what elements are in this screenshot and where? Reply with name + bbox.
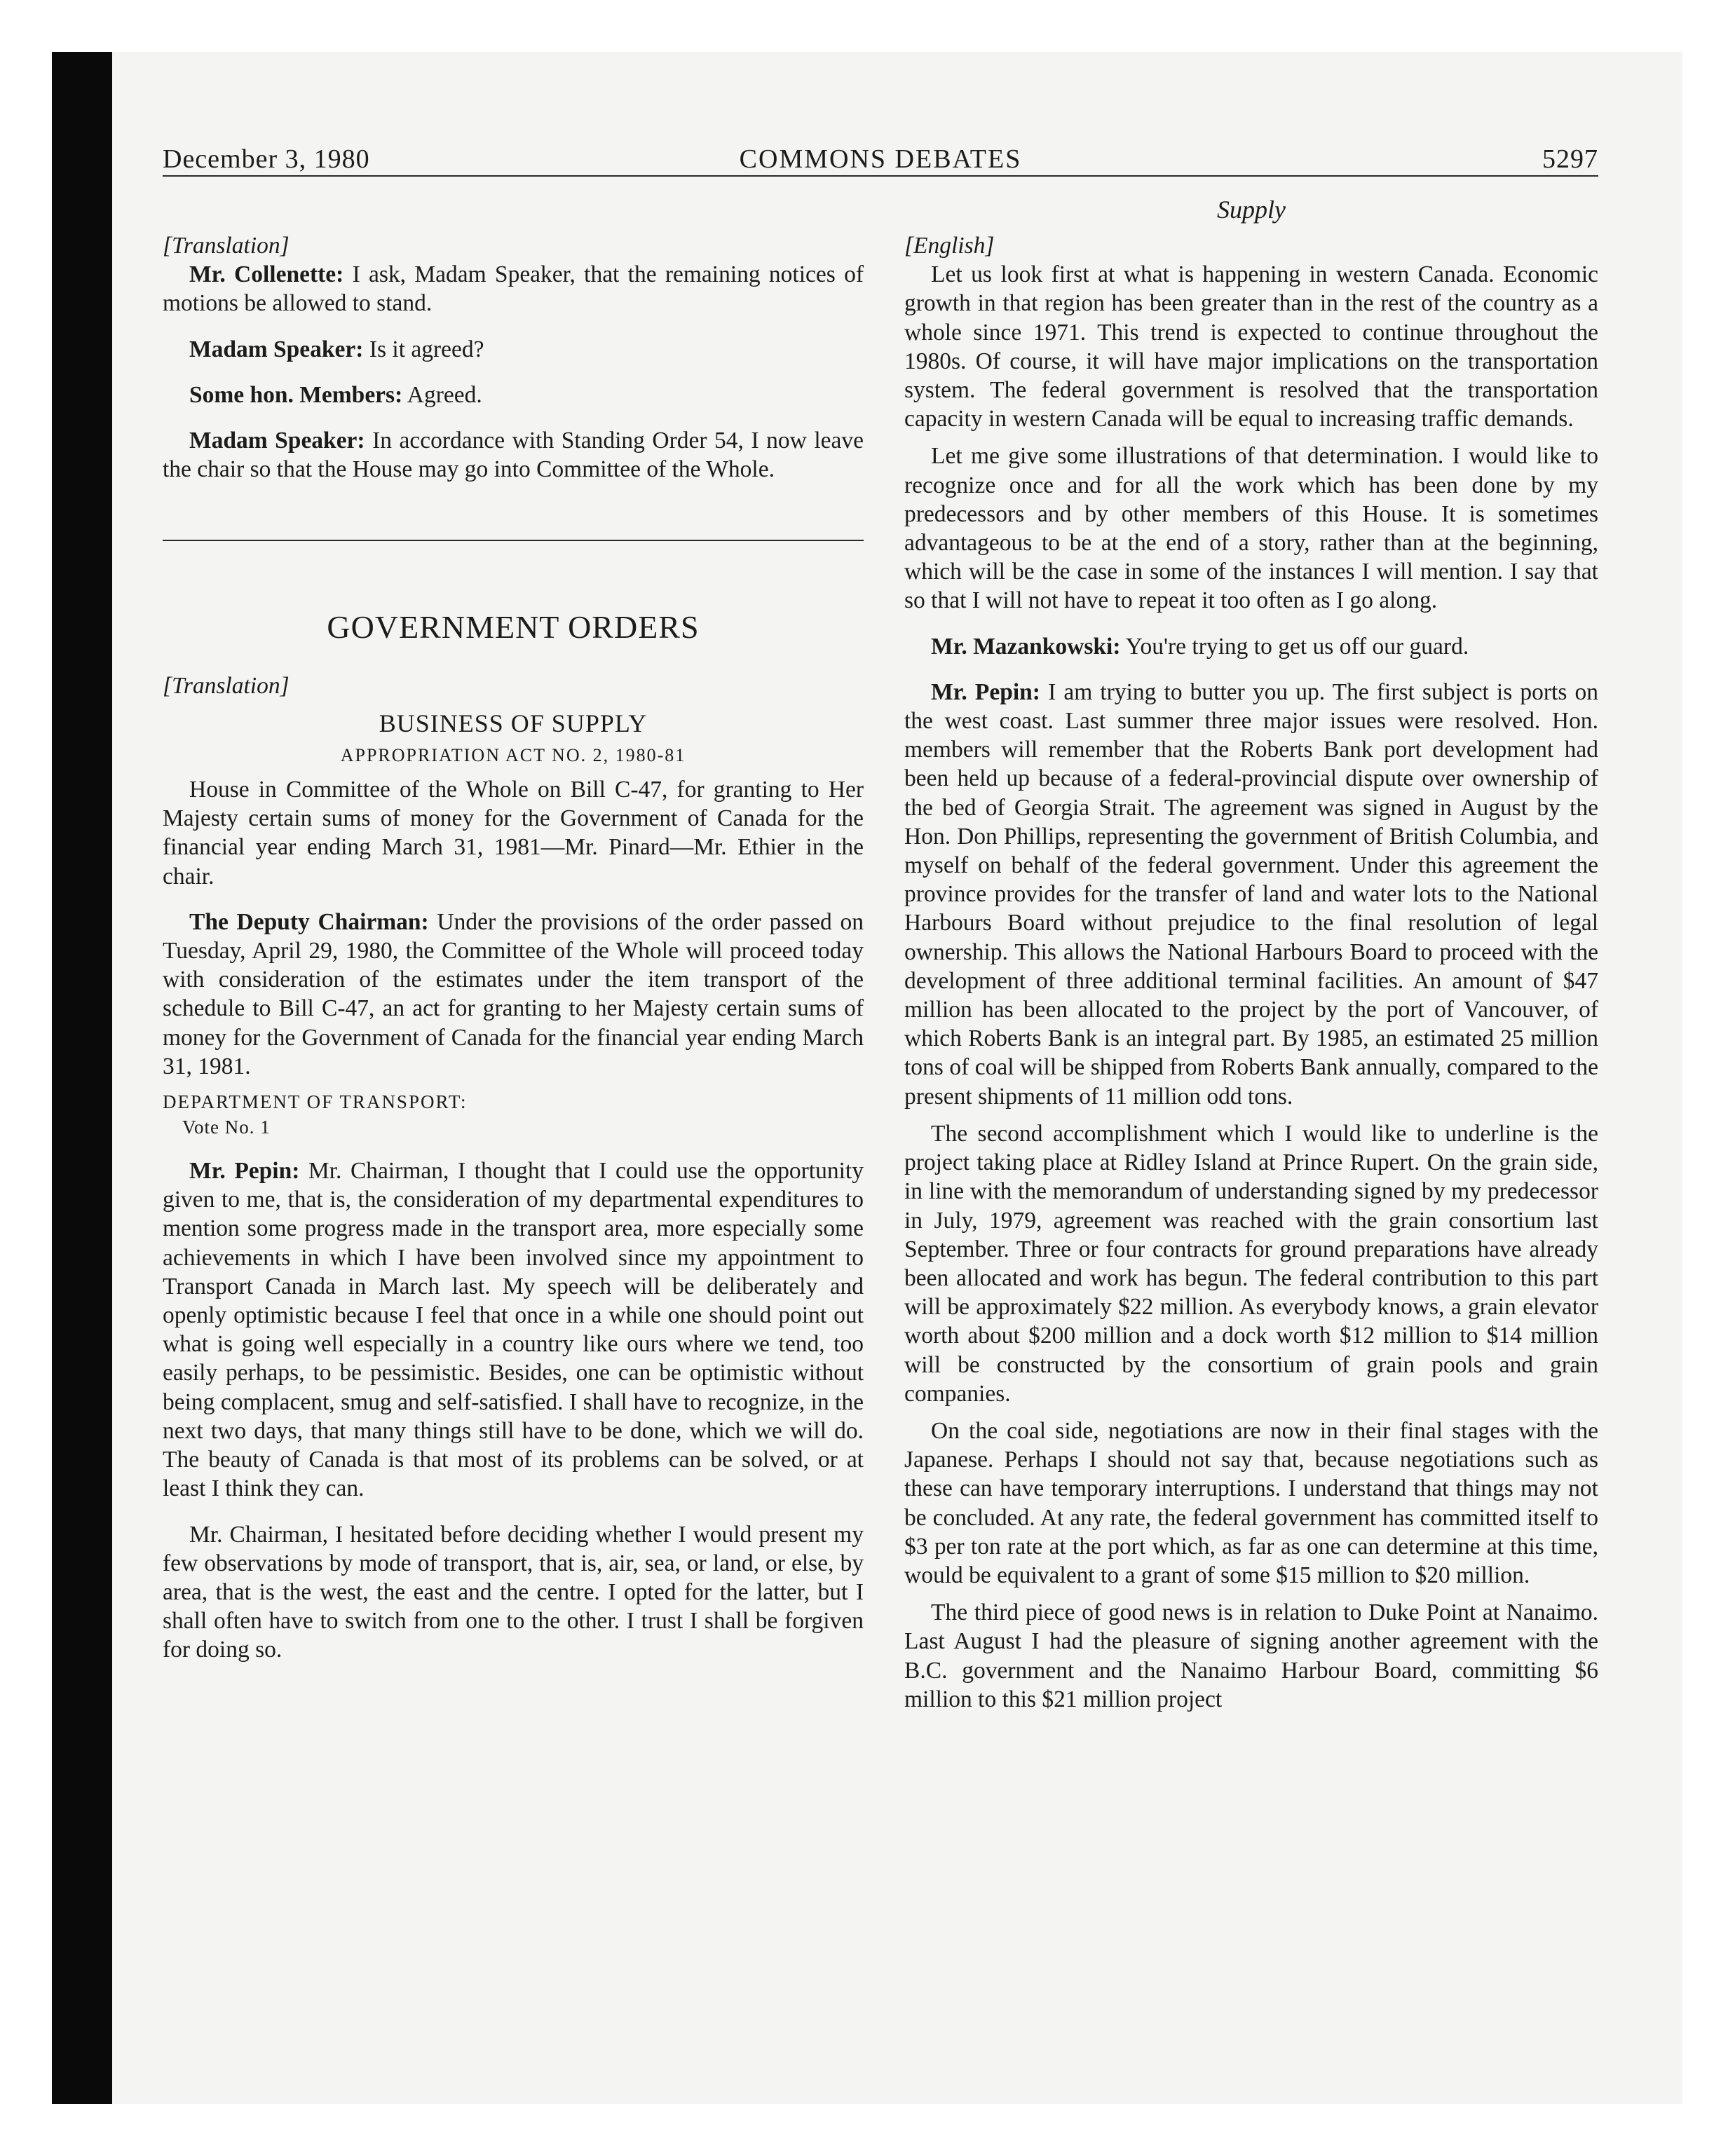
- left-column: [163, 231, 864, 1665]
- paragraph: [163, 908, 864, 1081]
- paragraph: [163, 426, 864, 484]
- speaker-name: Madam Speaker:: [189, 336, 364, 362]
- paragraph: Let me give some illustrations of that determination. I would like to recognize once and for all the work which has been done by my predecessors and by other members of this House. It is sometimes advantageous to be at the end of a story, rather than at the beginning, which will be the case in some of the instances I will mention. I say that so that I will not have to repeat it too often as I go along.: [904, 443, 1598, 614]
- running-head: Supply: [1217, 196, 1286, 224]
- speaker-name: Madam Speaker:: [189, 428, 365, 454]
- vote-label: Vote No. 1: [182, 1117, 271, 1138]
- paragraph: [163, 381, 864, 409]
- speech-text: Under the provisions of the order passed on Tuesday, April 29, 1980, the Committee of the Whole will proceed today with consideration of the estimates under the item transport of the schedule to Bill C-47, an act for granting to her Majesty certain sums of money for the Government of Canada for the financial year ending March 31, 1981.: [163, 908, 864, 1079]
- subheading: BUSINESS OF SUPPLY: [379, 709, 648, 737]
- speaker-name: Some hon. Members:: [189, 381, 403, 408]
- scan-border: [52, 52, 112, 2104]
- paragraph: [163, 260, 864, 318]
- paragraph: Mr. Chairman, I hesitated before deciding whether I would present my few observations by mode of transport, that is, air, sea, or land, or else, by area, that is the west, the east and the centre. I opted for the latter, but I shall often have to switch from one to the other. I trust I shall be forgiven for doing so.: [163, 1521, 864, 1663]
- translation-tag: [Translation]: [163, 233, 290, 259]
- speaker-name: Mr. Pepin:: [189, 1158, 300, 1185]
- speech-text: I am trying to butter you up. The first subject is ports on the west coast. Last summer three major issues were resolved. Hon. members will remember that the Roberts Bank port development had been held up because of a federal-provincial dispute over ownership of the bed of Georgia Strait. The agreement was signed in August by the Hon. Don Phillips, representing the government of British Columbia, and myself on behalf of the federal government. Under this agreement the province provides for the transfer of land and water lots to the National Harbours Board without prejudice to the final resolution of legal ownership. This allows the National Harbours Board to proceed with the development of three additional terminal facilities. An amount of $47 million has been allocated to the project by the port of Vancouver, of which Roberts Bank is an integral part. By 1985, an estimated 25 million tons of coal will be shipped from Roberts Bank annually, compared to the present shipments of 11 million odd tons.: [904, 678, 1598, 1110]
- header-date: December 3, 1980: [163, 144, 370, 174]
- speech-text: In accordance with Standing Order 54, I now leave the chair so that the House may go into Committee of the Whole.: [163, 428, 864, 483]
- speaker-name: Mr. Collenette:: [189, 261, 344, 288]
- sub-subheading: APPROPRIATION ACT NO. 2, 1980-81: [340, 744, 686, 765]
- paragraph: [904, 678, 1598, 1111]
- speech-text: Mr. Chairman, I thought that I could use the opportunity given to me, that is, the consideration of my departmental expenditures to mention some progress made in the transport area, more especially some achievements in which I have been involved since my appointment to Transport Canada in March last. My speech will be deliberately and openly optimistic because I feel that once in a while one should point out what is going well especially in a country like ours where we tend, too easily perhaps, to be pessimistic. Besides, one can be optimistic without being complacent, smug and self-satisfied. I shall have to recognize, in the next two days, that many things still have to be done, which we will do. The beauty of Canada is that most of its problems can be solved, or at least I think they can.: [163, 1158, 864, 1502]
- translation-tag: [Translation]: [163, 673, 290, 700]
- speaker-name: The Deputy Chairman:: [189, 908, 429, 935]
- language-tag: [English]: [904, 233, 995, 259]
- speech-text: You're trying to get us off our guard.: [1120, 633, 1469, 660]
- paragraph: The third piece of good news is in relation to Duke Point at Nanaimo. Last August I had the pleasure of signing another agreement with the B.C. government and the Nanaimo Harbour Board, committing $6 million to this $21 million project: [904, 1599, 1598, 1712]
- speech-text: I ask, Madam Speaker, that the remaining notices of motions be allowed to stand.: [163, 261, 864, 317]
- page-header: [163, 144, 1598, 179]
- section-title: GOVERNMENT ORDERS: [327, 609, 700, 646]
- paragraph: The second accomplishment which I would like to underline is the project taking place at Ridley Island at Prince Rupert. On the grain side, in line with the memorandum of understanding signed by my predecessor in July, 1979, agreement was reached with the grain consortium last September. Three or four contracts for ground preparations have already been allocated and work has begun. The federal contribution to this part will be approximately $22 million. As everybody knows, a grain elevator worth about $200 million and a dock worth $12 million to $14 million will be constructed by the consortium of grain pools and grain companies.: [904, 1120, 1598, 1407]
- paragraph: Let us look first at what is happening in western Canada. Economic growth in that region has been greater than in the rest of the country as a whole since 1971. This trend is expected to continue throughout the 1980s. Of course, it will have major implications on the transportation system. The federal government is resolved that the transportation capacity in western Canada will be equal to increasing traffic demands.: [904, 261, 1598, 432]
- header-title: COMMONS DEBATES: [739, 144, 1022, 174]
- page-number: 5297: [1542, 144, 1598, 174]
- header-rule: [163, 175, 1598, 177]
- speech-text: Is it agreed?: [363, 336, 484, 362]
- right-column: [904, 231, 1598, 1714]
- paragraph: House in Committee of the Whole on Bill C-47, for granting to Her Majesty certain sums of money for the Government of Canada for the financial year ending March 31, 1981—Mr. Pinard—Mr. Ethier in the chair.: [163, 777, 864, 889]
- speaker-name: Mr. Pepin:: [931, 678, 1040, 705]
- paragraph: [163, 1157, 864, 1503]
- section-divider: [163, 540, 864, 541]
- paragraph: On the coal side, negotiations are now in their final stages with the Japanese. Perhaps I should not say that, because negotiations such as these can have temporary interruptions. I understand that things may not be concluded. At any rate, the federal government has committed itself to $3 per ton rate at the port which, as far as one can determine at this time, would be equivalent to a grant of some $15 million to $20 million.: [904, 1417, 1598, 1588]
- paragraph: [163, 335, 864, 364]
- department-heading: DEPARTMENT OF TRANSPORT:: [163, 1091, 468, 1113]
- speaker-name: Mr. Mazankowski:: [931, 633, 1121, 660]
- paragraph: [904, 632, 1598, 661]
- speech-text: Agreed.: [402, 381, 482, 408]
